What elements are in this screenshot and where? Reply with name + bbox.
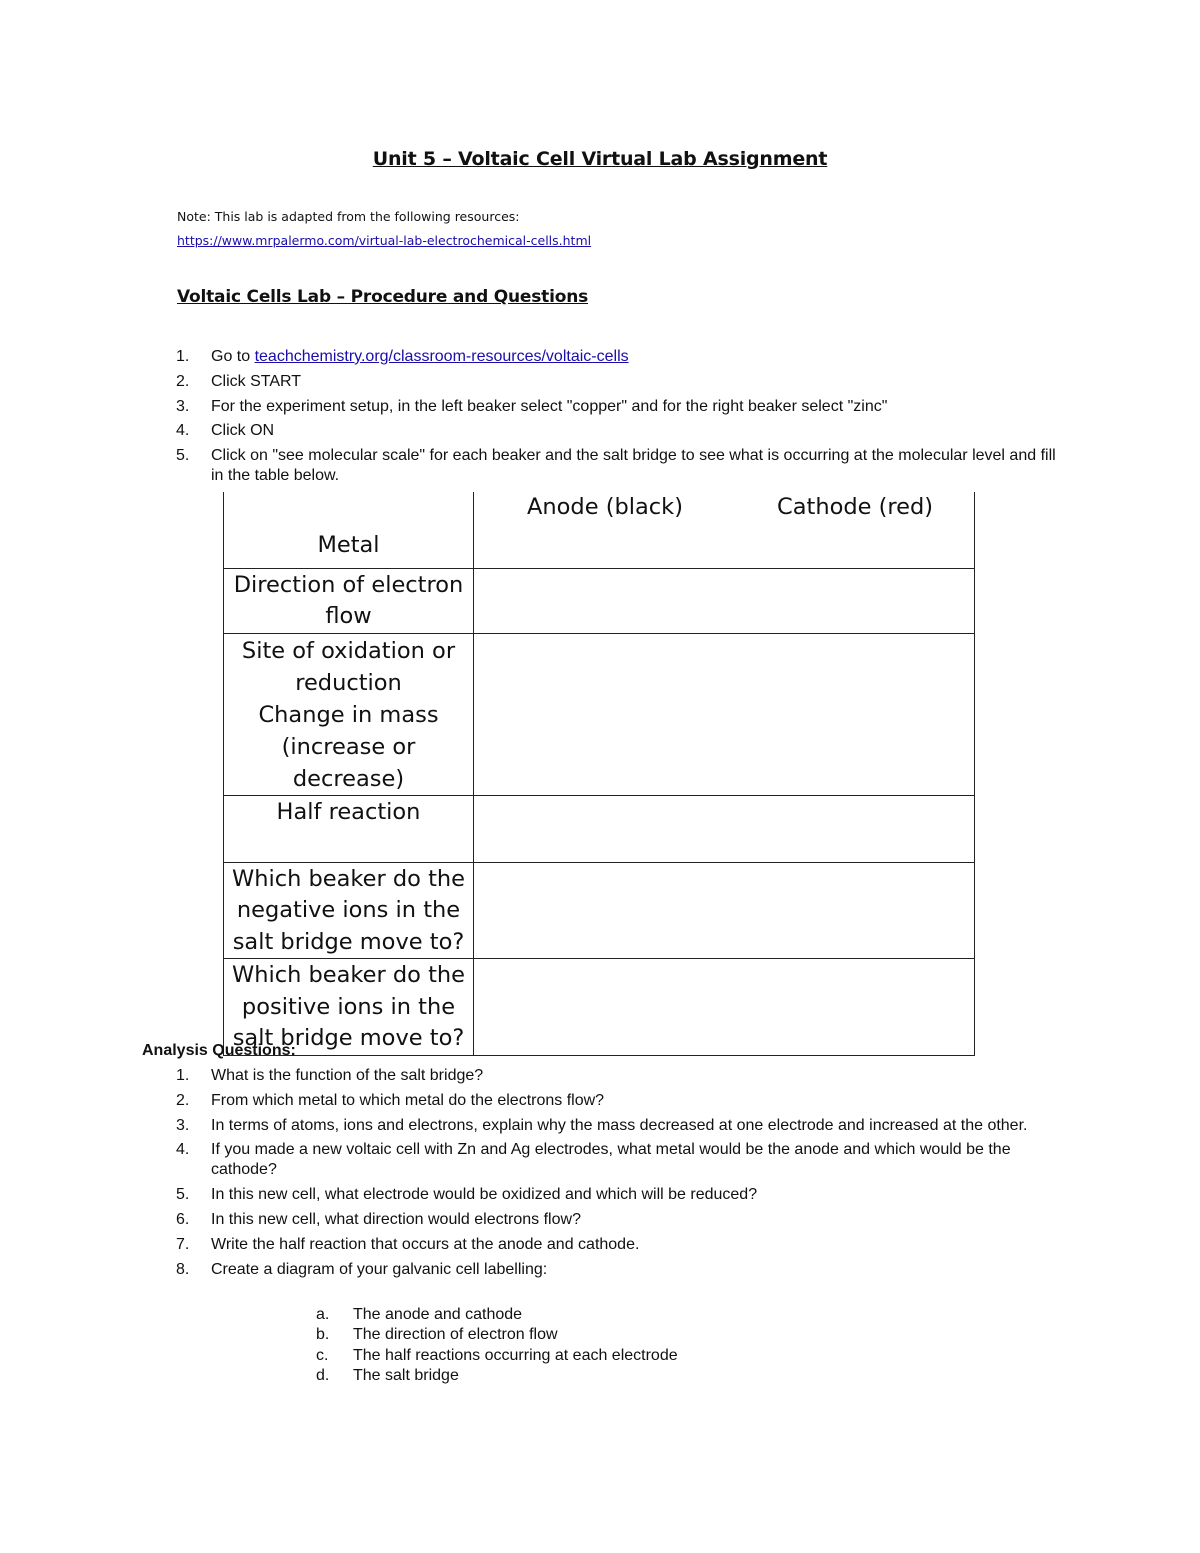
- table-row: [224, 633, 975, 795]
- analysis-question: [176, 1235, 1056, 1255]
- procedure-list: [176, 347, 1056, 491]
- diagram-item: [316, 1346, 678, 1366]
- question-text: Create a diagram of your galvanic cell labelling:: [211, 1260, 548, 1278]
- item-text: The direction of electron flow: [353, 1326, 558, 1344]
- diagram-item: [316, 1305, 678, 1325]
- question-text: In this new cell, what electrode would be oxidized and which will be reduced?: [211, 1186, 758, 1204]
- analysis-heading: Analysis Questions:: [142, 1042, 296, 1059]
- electrode-header-cell: [474, 492, 975, 568]
- analysis-question: [176, 1140, 1056, 1180]
- question-number: 4.: [176, 1141, 190, 1159]
- question-text: From which metal to which metal do the electrons flow?: [211, 1091, 605, 1109]
- question-text: In terms of atoms, ions and electrons, explain why the mass decreased at one electrode and increased at the other.: [211, 1116, 1028, 1134]
- table-row: [224, 568, 975, 633]
- row-label-line: salt bridge move to?: [232, 1025, 465, 1051]
- table-row: [224, 959, 975, 1056]
- metal-header-cell: [224, 492, 474, 568]
- table-row: [224, 795, 975, 862]
- answer-cell[interactable]: [474, 862, 975, 959]
- answer-cell[interactable]: [474, 795, 975, 862]
- row-label-line: (increase or decrease): [281, 733, 416, 792]
- table-row: [224, 862, 975, 959]
- document-title: Unit 5 – Voltaic Cell Virtual Lab Assignment: [372, 148, 828, 170]
- procedure-step: [176, 446, 1056, 486]
- question-text: In this new cell, what direction would electrons flow?: [211, 1210, 581, 1228]
- procedure-step: [176, 372, 1056, 392]
- question-number: 2.: [176, 1091, 190, 1109]
- row-label-cell: [224, 959, 474, 1056]
- question-number: 3.: [176, 1116, 190, 1134]
- step-number: 5.: [176, 447, 190, 465]
- item-text: The salt bridge: [353, 1366, 459, 1384]
- row-label-line: salt bridge move to?: [232, 928, 465, 955]
- row-label-cell: [224, 795, 474, 862]
- step-number: 1.: [176, 348, 190, 365]
- cathode-column-header: Cathode (red): [777, 494, 934, 520]
- question-text: Write the half reaction that occurs at the anode and cathode.: [211, 1235, 640, 1253]
- analysis-question: [176, 1116, 1056, 1136]
- procedure-step: [176, 397, 1056, 417]
- item-letter: c.: [316, 1346, 329, 1364]
- item-letter: d.: [316, 1366, 330, 1384]
- question-text: If you made a new voltaic cell with Zn and Ag electrodes, what metal would be the anode and which would be the cathode?: [211, 1141, 1011, 1179]
- question-number: 8.: [176, 1260, 190, 1278]
- analysis-question: [176, 1210, 1056, 1230]
- analysis-question: [176, 1091, 1056, 1111]
- step-number: 3.: [176, 397, 190, 415]
- diagram-item: [316, 1366, 678, 1386]
- step-text: Click on "see molecular scale" for each beaker and the salt bridge to see what is occurring at the molecular level and fill in the table below.: [211, 447, 1056, 485]
- item-letter: a.: [316, 1306, 330, 1323]
- step-text: Go to: [211, 348, 255, 365]
- question-number: 1.: [176, 1067, 190, 1084]
- step-number: 2.: [176, 372, 190, 390]
- row-label-line: Which beaker do the: [231, 865, 466, 892]
- item-letter: b.: [316, 1326, 330, 1344]
- row-label-line: Change in mass: [258, 701, 439, 728]
- row-label-line: Half reaction: [276, 798, 421, 825]
- question-number: 5.: [176, 1186, 190, 1204]
- metal-header: Metal: [317, 531, 380, 558]
- answer-cell[interactable]: [474, 959, 975, 1056]
- item-text: The half reactions occurring at each electrode: [353, 1346, 678, 1364]
- step-text: For the experiment setup, in the left beaker select "copper" and for the right beaker select "zinc": [211, 397, 888, 415]
- lab-data-table: [223, 492, 975, 1056]
- source-note: Note: This lab is adapted from the following resources:: [177, 209, 520, 224]
- row-label-line: reduction: [295, 669, 402, 696]
- row-label-cell: [224, 862, 474, 959]
- table-header-row: [224, 492, 975, 568]
- item-text: The anode and cathode: [353, 1306, 523, 1323]
- analysis-question: [176, 1185, 1056, 1205]
- question-text: What is the function of the salt bridge?: [211, 1067, 484, 1084]
- row-label-line: Site of oxidation or: [241, 637, 456, 664]
- procedure-step: [176, 421, 1056, 441]
- row-label-line: Which beaker do the: [231, 962, 466, 988]
- teachchemistry-link[interactable]: teachchemistry.org/classroom-resources/voltaic-cells: [254, 348, 629, 365]
- row-label-cell: [224, 568, 474, 633]
- step-text: Click START: [211, 372, 302, 390]
- diagram-item: [316, 1325, 678, 1345]
- analysis-question: [176, 1066, 1056, 1086]
- row-label-line: Direction of electron: [233, 571, 464, 598]
- step-number: 4.: [176, 422, 190, 440]
- answer-cell[interactable]: [474, 568, 975, 633]
- source-link[interactable]: https://www.mrpalermo.com/virtual-lab-electrochemical-cells.html: [177, 233, 592, 248]
- analysis-question: [176, 1260, 1056, 1280]
- question-number: 6.: [176, 1210, 190, 1228]
- row-label-line: negative ions in the: [236, 897, 461, 923]
- row-label-line: flow: [325, 603, 372, 629]
- anode-column-header: Anode (black): [527, 494, 683, 520]
- row-label-line: positive ions in the: [241, 993, 456, 1020]
- question-number: 7.: [176, 1235, 190, 1253]
- section-heading: Voltaic Cells Lab – Procedure and Questions: [177, 287, 589, 307]
- procedure-step: [176, 347, 1056, 367]
- analysis-questions-list: [176, 1066, 1056, 1284]
- step-text: Click ON: [211, 422, 275, 440]
- row-label-cell: [224, 633, 474, 795]
- diagram-label-list: [316, 1305, 678, 1386]
- answer-cell[interactable]: [474, 633, 975, 795]
